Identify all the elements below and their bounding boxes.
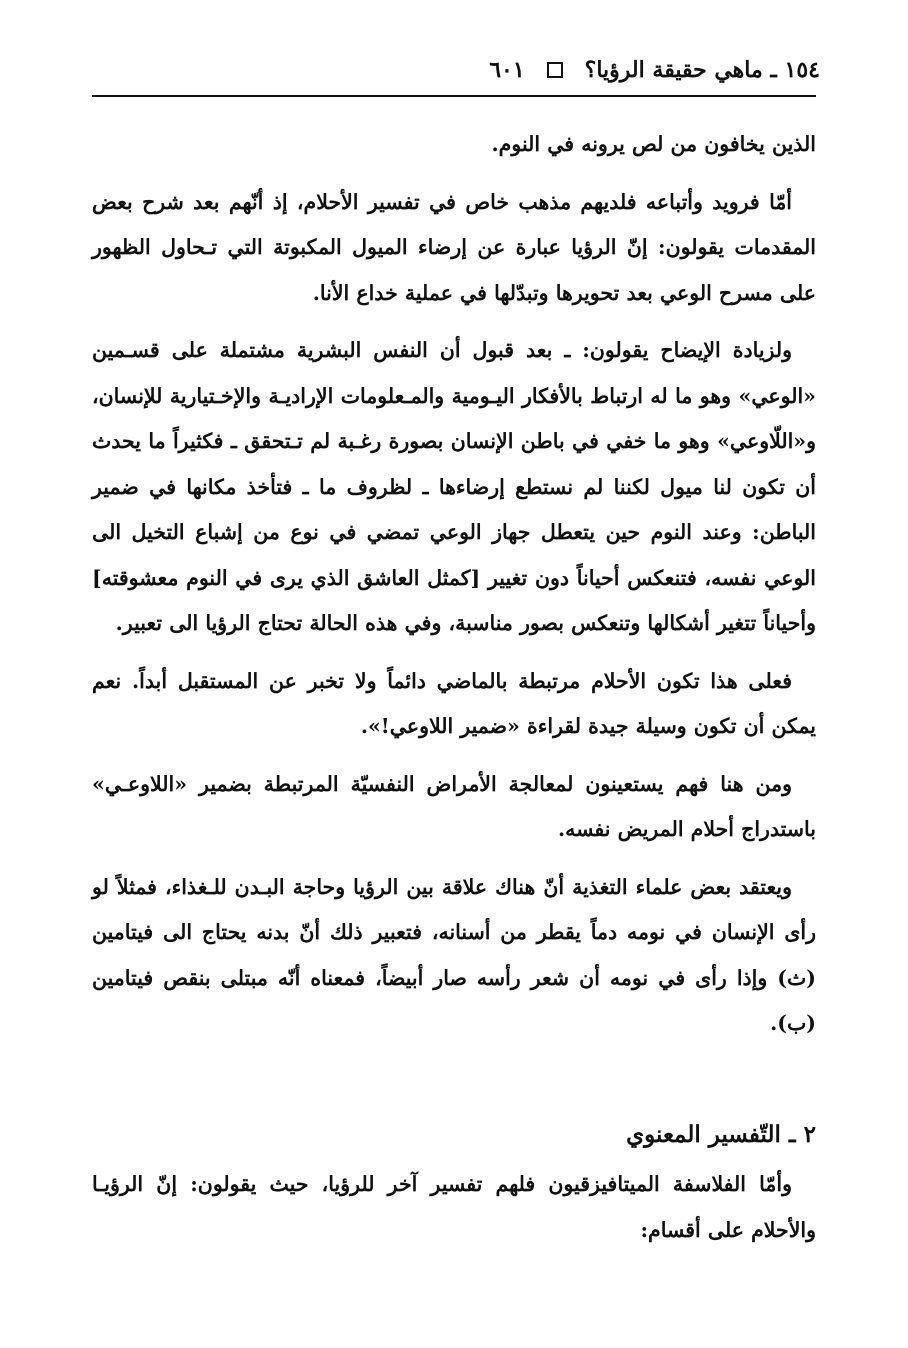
section-body xyxy=(92,1162,816,1253)
paragraph-4: فعلى هذا تكون الأحلام مرتبطة بالماضي دائماً ولا تخبر عن المستقبل أبداً. نعم يمكن أن تكون وسيلة جيدة لقراءة «ضمير اللاوعي!». xyxy=(92,668,816,738)
running-title: ١٥٤ ـ ماهي حقيقة الرؤيا؟ xyxy=(584,57,820,83)
paragraph-6: ويعتقد بعض علماء التغذية أنّ هناك علاقة بين الرؤيا وحاجة البـدن للـغذاء، فمثلاً لو رأى الإنسان في نومه دماً يقطر من أسنانه، فتعبير ذلك أنّ بدنه يحتاج الى فيتامين (ث) وإذا رأى في نومه أن شعر رأسه صار أبيضاً، فمعناه أنّه مبتلى بنقص فيتامين (ب). xyxy=(92,874,816,1035)
paragraph-1: الذين يخافون من لص يرونه في النوم. xyxy=(491,132,816,156)
page-header xyxy=(90,50,820,90)
paragraph-2: أمّا فرويد وأتباعه فلديهم مذهب خاص في تفسير الأحلام، إذ أنّهم بعد شرح بعض المقدمات يقولون: إنّ الرؤيا عبارة عن إرضاء الميول المكبوتة التي تـحاول الظهور على مسرح الوعي بعد تحويرها وتبدّلها في عملية خداع الأنا. xyxy=(92,189,816,305)
paragraph-3: ولزيادة الإيضاح يقولون: ـ بعد قبول أن النفس البشرية مشتملة على قسـمين «الوعي» وهو ما له ارتباط بالأفكار اليـومية والمـعلومات الإراديـة والإخـتيارية للإنسان، و«اللّاوعي» وهو ما خفي في باطن الإنسان بصورة رغـبة لم تـتحقق ـ فكثيراً ما يحدث أن تكون لنا ميول لكننا لم نستطع إرضاءها ـ لظروف ما ـ فتأخذ مكانها في ضمير الباطن: وعند النوم حين يتعطل جهاز الوعي تمضي في نوع من إشباع التخيل الى الوعي نفسه، فتنعكس أحياناً دون تغيير [كمثل العاشق الذي يرى في النوم معشوقته] وأحياناً تتغير أشكالها وتنعكس بصور مناسبة، وفي هذه الحالة تحتاج الرؤيا الى تعبير. xyxy=(92,338,816,635)
separator-box-icon xyxy=(547,62,563,78)
section-paragraph: وأمّا الفلاسفة الميتافيزقيون فلهم تفسير آخر للرؤيا، حيث يقولون: إنّ الرؤيـا والأحلام على أقسام: xyxy=(92,1172,816,1242)
section-heading: ٢ ـ التّفسير المعنوي xyxy=(626,1121,816,1148)
header-rule xyxy=(92,95,816,97)
body-text xyxy=(92,122,816,1059)
page-number: ٦٠١ xyxy=(489,57,525,83)
paragraph-5: ومن هنا فهم يستعينون لمعالجة الأمراض النفسيّة المرتبطة بضمير «اللاوعـي» باستدراج أحلام المريض نفسه. xyxy=(92,771,816,841)
